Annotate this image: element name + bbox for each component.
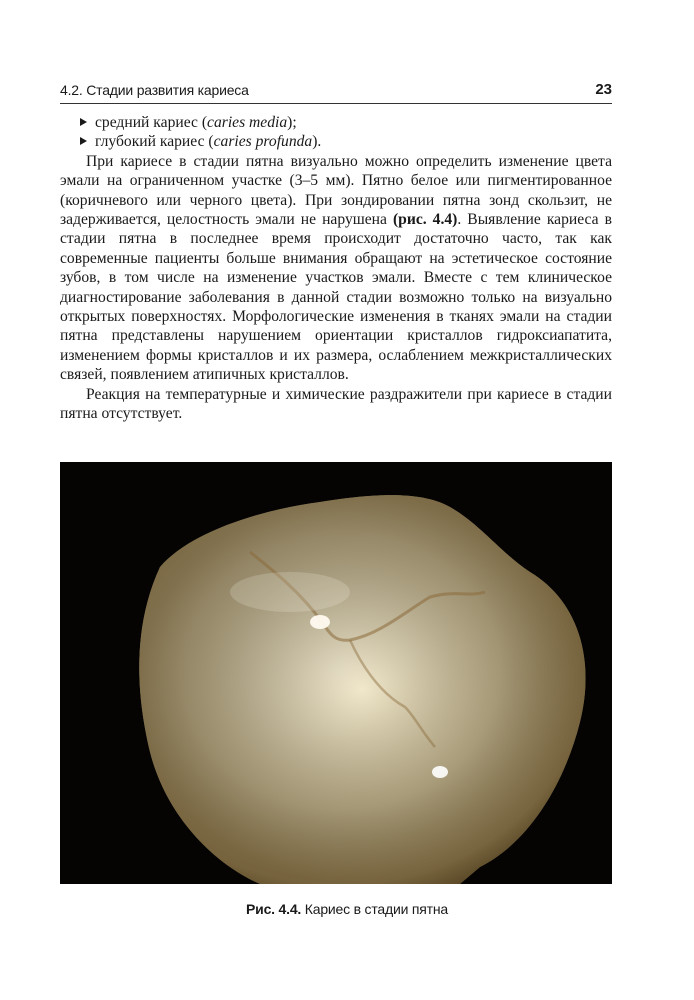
- section-title: 4.2. Стадии развития кариеса: [60, 82, 249, 98]
- paragraph: Реакция на температурные и химические раздражители при кариесе в стадии пятна отсутствует.: [60, 385, 612, 423]
- bullet-item: [60, 132, 612, 151]
- triangle-bullet-icon: [80, 137, 87, 145]
- paragraph: При кариесе в стадии пятна визуально можно определить изменение цвета эмали на ограниченном участке (3–5 мм). Пятно белое или пигментированное (коричневого или черного цвета). При зондировании пятна зонд скользит, не задерживается, целостность эмали не нарушена (рис. 4.4). Выявление кариеса в стадии пятна в последнее время происходит достаточно часто, так как современные пациенты больше внимания обращают на эстетическое состояние зубов, в том числе на изменение участков эмали. Вместе с тем клиническое диагностирование заболевания в данной стадии возможно только на визуально открытых поверхностях. Морфологические изменения в тканях эмали на стадии пятна представлены нарушением ориентации кристаллов гидроксиапатита, изменением формы кристаллов и их размера, ослаблением межкристаллических связей, появлением атипичных кристаллов.: [60, 152, 612, 384]
- page-number: 23: [595, 81, 612, 98]
- tooth-illustration: [60, 462, 612, 884]
- running-head: [60, 80, 612, 102]
- body-text: [60, 113, 612, 424]
- header-rule: [60, 103, 612, 104]
- triangle-bullet-icon: [80, 118, 87, 126]
- bullet-item: [60, 113, 612, 132]
- tooth-photo: [60, 462, 612, 884]
- bullet-text: средний кариес (caries media);: [95, 114, 297, 131]
- bullet-text: глубокий кариес (caries profunda).: [95, 133, 322, 151]
- figure-caption: [0, 901, 694, 917]
- figure-reference: (рис. 4.4): [392, 211, 458, 229]
- caption-label: Рис. 4.4.: [246, 901, 302, 917]
- caption-text: Кариес в стадии пятна: [301, 901, 448, 917]
